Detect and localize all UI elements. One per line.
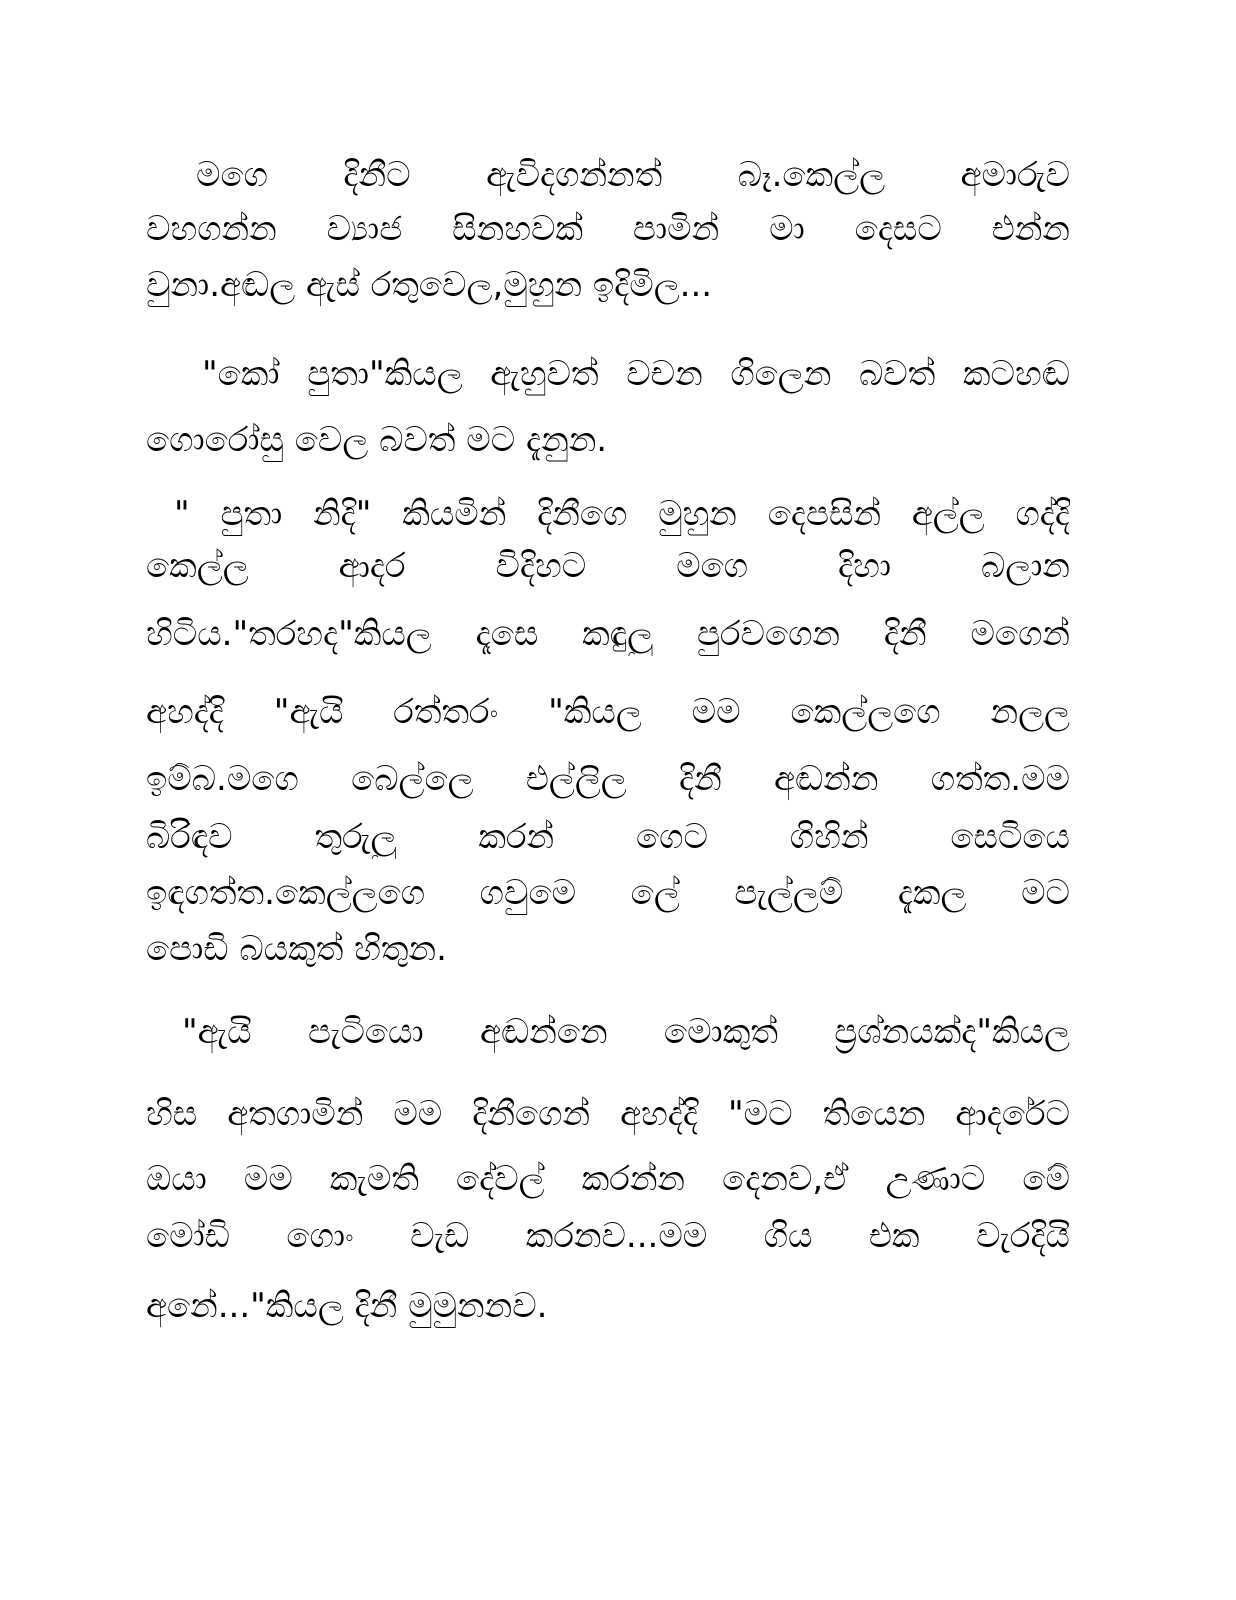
text-line: වහගන්න ව්‍යාජ සිනහවක් පාමින් මා දෙසට එන්න xyxy=(146,209,1070,249)
text-line: ඉම්බ.මගෙ බෙල්ලෙ එල්ලිල දිනී අඬන්න ගත්ත.මම xyxy=(146,759,1070,799)
text-line: ගොරෝසු වෙල බවත් මට දැනුන. xyxy=(146,420,608,460)
text-line: මෝඩි ගොං වැඩ කරනව...මම ගිය එක වැරදියි xyxy=(146,1216,1070,1256)
text-line: ඉඳගත්ත.කෙල්ලගෙ ගවුමෙ ලේ පැල්ලම් දැකල මට xyxy=(146,873,1070,913)
text-line: හිටිය."තරහද"කියල දෑසෙ කඳුලු පුරවගෙන දිනී මගෙන් xyxy=(146,614,1070,654)
text-line: වුනා.අඬල ඇස් රතුවෙල,මුහුන ඉදිමිල... xyxy=(146,265,713,305)
text-line: "කෝ පුතා"කියල ඇහුවත් වචන ගිලෙන බවත් කටහඬ xyxy=(202,354,1070,394)
text-line: ඔයා මම කැමති දේවල් කරන්න දෙනව,ඒ උණාට මේ xyxy=(146,1159,1070,1199)
text-line: අහද්දි "ඇයි රත්තරං "කියල මම කෙල්ලගෙ නලල xyxy=(146,692,1070,732)
text-line: කෙල්ල ආදර විදිහට මගෙ දිහා බලාන xyxy=(146,546,1070,586)
text-line: අනේ..."කියල දිනී මුමුනනව. xyxy=(146,1286,548,1326)
text-line: "ඇයි පැටියො අඬන්නෙ මොකුත් ප්‍රශ්නයක්ද"කියල xyxy=(182,1012,1070,1052)
text-line: " පුතා නිදි" කියමින් දිනීගෙ මුහුන දෙපසින් අල්ල ගද්දි xyxy=(174,494,1070,534)
text-line: බිරිඳව තුරුලු කරන් ගෙට ගිහින් සෙටියෙ xyxy=(146,817,1070,857)
text-line: හිස අතගාමින් මම දිනීගෙන් අහද්දි "මට තියෙන ආදරේට xyxy=(146,1094,1070,1134)
text-line: පොඩි බයකුත් හිතුන. xyxy=(146,929,447,969)
text-line: මගෙ දිනීට ඇවිදගන්නත් බෑ.කෙල්ල අමාරුව xyxy=(196,155,1070,195)
